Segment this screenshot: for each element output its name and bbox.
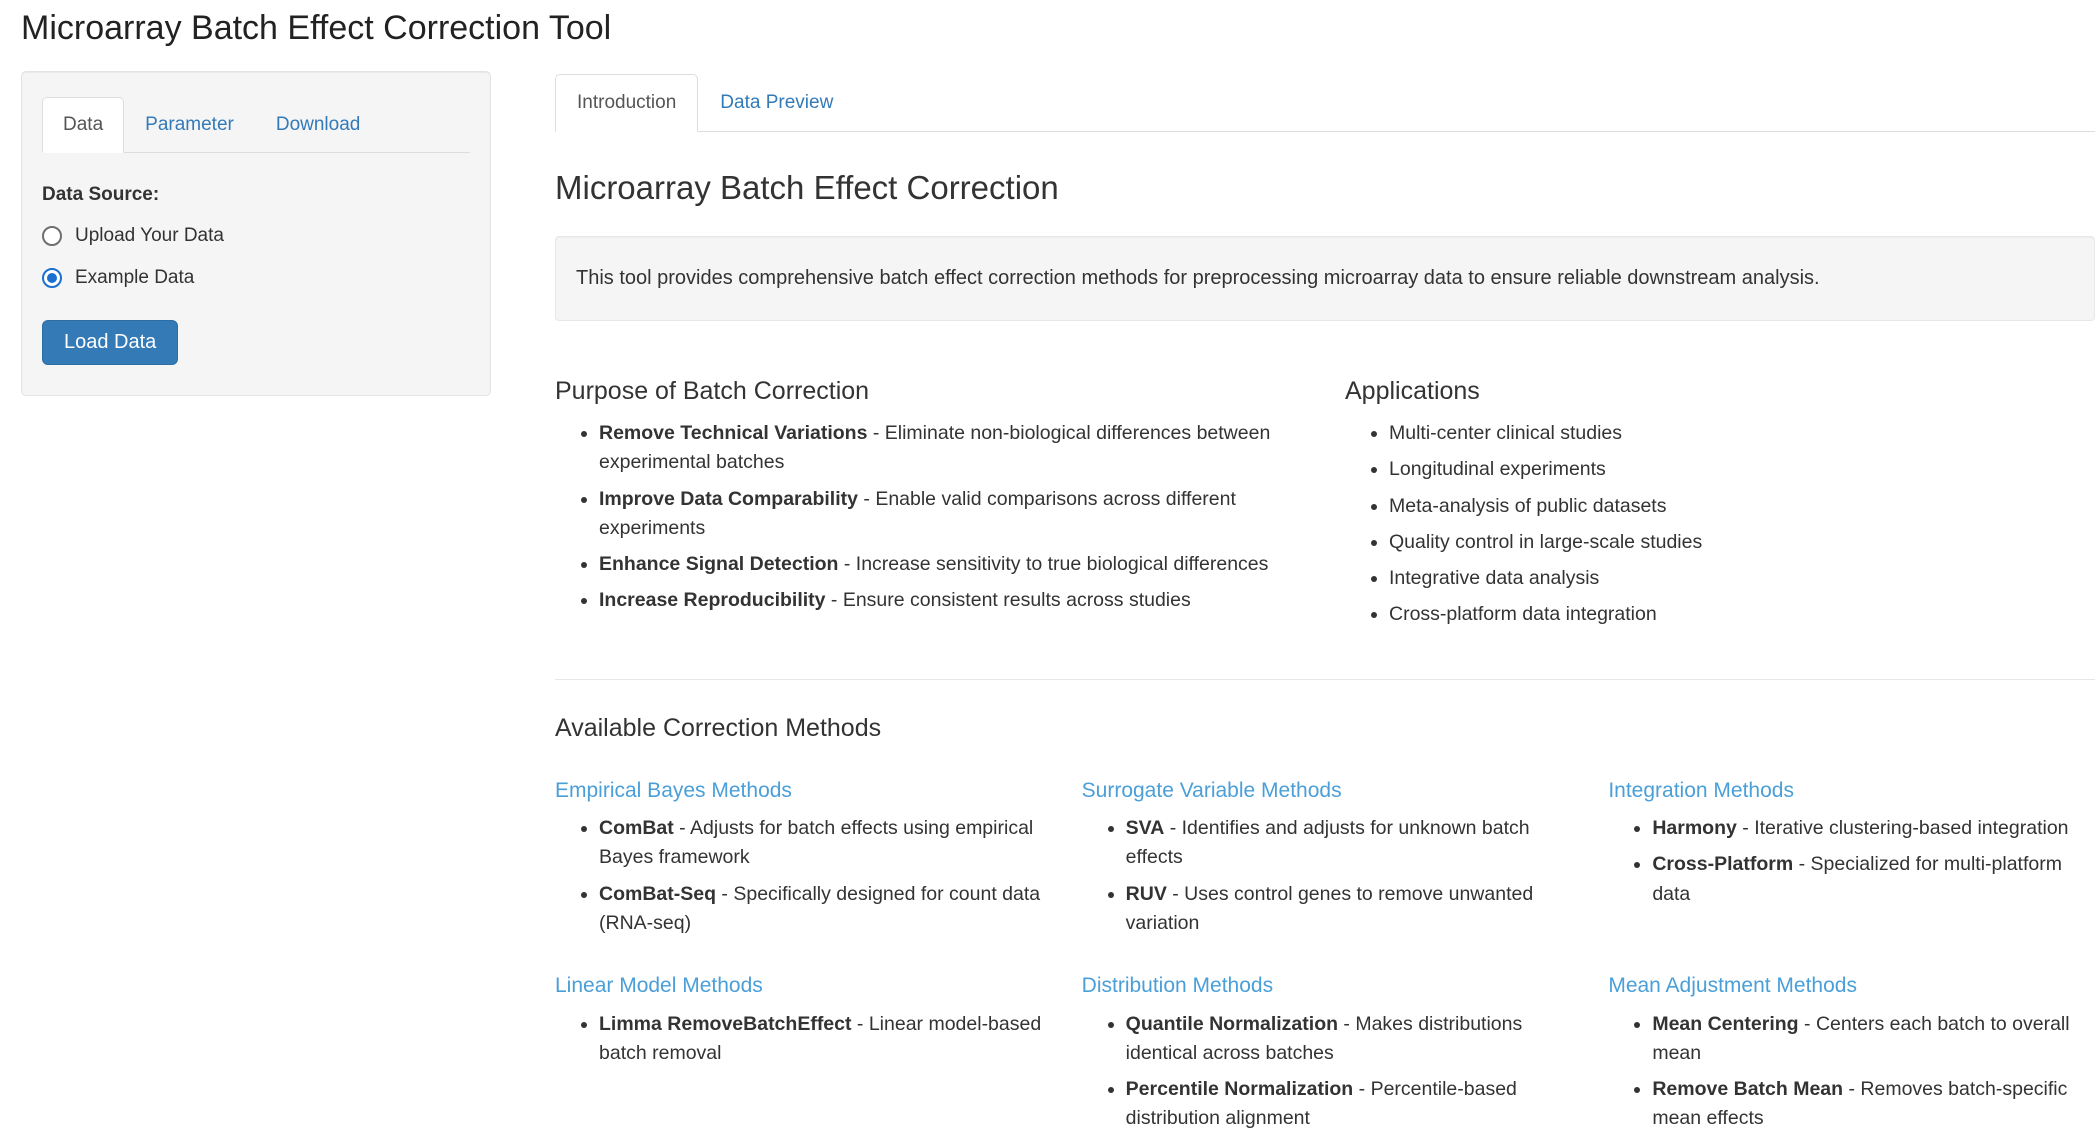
method-desc: - Removes batch-specific mean effects bbox=[1652, 1078, 2068, 1130]
purpose-desc: - Increase sensitivity to true biological differences bbox=[838, 553, 1269, 576]
method-term: ComBat bbox=[599, 817, 674, 840]
purpose-item bbox=[599, 550, 1305, 579]
method-term: Cross-Platform bbox=[1652, 853, 1794, 876]
page-title: Microarray Batch Effect Correction Tool bbox=[21, 9, 612, 47]
method-desc: - Percentile-based distribution alignment bbox=[1125, 1078, 1517, 1130]
radio-option-upload-your-data[interactable] bbox=[42, 222, 470, 250]
method-desc: - Iterative clustering-based integration bbox=[1736, 817, 2069, 840]
tab-parameter bbox=[124, 97, 255, 153]
section-divider bbox=[555, 679, 2095, 680]
applications-column bbox=[1345, 365, 2095, 637]
method-group-surrogate-variable-methods bbox=[1082, 764, 1569, 945]
application-item: • Cross-platform data integration bbox=[1389, 600, 2095, 629]
tab-data bbox=[42, 97, 124, 153]
tab-link-download[interactable]: Download bbox=[275, 114, 361, 136]
method-item bbox=[599, 880, 1042, 939]
tab-link-data-preview[interactable]: Data Preview bbox=[720, 92, 834, 114]
method-desc: - Identifies and adjusts for unknown batch effects bbox=[1125, 817, 1530, 869]
application-item: • Quality control in large-scale studies bbox=[1389, 528, 2095, 557]
method-term: Mean Centering bbox=[1652, 1012, 1799, 1035]
applications-list bbox=[1345, 419, 2095, 630]
method-item bbox=[1652, 1075, 2095, 1134]
purpose-term: Improve Data Comparability bbox=[599, 487, 858, 510]
method-item bbox=[1652, 1010, 2095, 1069]
method-group-empirical-bayes-methods bbox=[555, 764, 1042, 945]
purpose-desc: - Enable valid comparisons across different experiments bbox=[599, 487, 1236, 539]
method-item bbox=[1126, 1010, 1569, 1069]
method-term: ComBat-Seq bbox=[599, 882, 717, 905]
method-desc: - Uses control genes to remove unwanted variation bbox=[1125, 882, 1534, 934]
main-tabs bbox=[555, 74, 2095, 132]
application-item: • Longitudinal experiments bbox=[1389, 455, 2095, 484]
intro-info-box bbox=[555, 236, 2095, 321]
method-group-title: Surrogate Variable Methods bbox=[1081, 778, 1342, 802]
purpose-item bbox=[599, 485, 1305, 544]
method-item bbox=[1126, 814, 1569, 873]
method-group-title: Mean Adjustment Methods bbox=[1608, 974, 1857, 998]
method-term: Quantile Normalization bbox=[1125, 1012, 1339, 1035]
method-desc: - Linear model-based batch removal bbox=[599, 1012, 1042, 1064]
method-group-title: Empirical Bayes Methods bbox=[555, 778, 792, 802]
method-desc: - Specifically designed for count data (RNA-seq) bbox=[599, 882, 1041, 934]
method-item bbox=[1126, 880, 1569, 939]
method-group-mean-adjustment-methods bbox=[1608, 959, 2095, 1140]
method-item bbox=[1126, 1075, 1569, 1134]
method-list bbox=[1082, 814, 1569, 938]
sidebar-panel bbox=[21, 71, 491, 395]
tab-introduction bbox=[555, 74, 698, 132]
data-source-radio-group bbox=[42, 222, 470, 291]
layout bbox=[0, 67, 2095, 1140]
method-list bbox=[1608, 814, 2095, 909]
applications-heading: Applications bbox=[1345, 376, 1480, 405]
methods-heading: Available Correction Methods bbox=[555, 713, 882, 742]
method-desc: - Specialized for multi-platform data bbox=[1652, 853, 2062, 905]
method-group-distribution-methods bbox=[1082, 959, 1569, 1140]
method-group-integration-methods bbox=[1608, 764, 2095, 945]
method-list bbox=[1082, 1010, 1569, 1134]
method-group-linear-model-methods bbox=[555, 959, 1042, 1140]
purpose-term: Increase Reproducibility bbox=[599, 589, 826, 612]
method-term: SVA bbox=[1125, 817, 1165, 840]
method-item bbox=[599, 1010, 1042, 1069]
purpose-applications-row bbox=[555, 365, 2095, 637]
method-group-title: Integration Methods bbox=[1608, 778, 1794, 802]
sidebar-body bbox=[42, 153, 470, 365]
method-group-title: Linear Model Methods bbox=[555, 974, 763, 998]
main-panel bbox=[555, 74, 2095, 1140]
introduction-tab-content bbox=[555, 132, 2095, 1141]
intro-heading: Microarray Batch Effect Correction bbox=[555, 168, 1059, 206]
method-term: Harmony bbox=[1652, 817, 1737, 840]
purpose-heading: Purpose of Batch Correction bbox=[555, 376, 870, 405]
purpose-item bbox=[599, 586, 1305, 615]
load-data-button[interactable]: Load Data bbox=[42, 320, 178, 365]
application-item: • Integrative data analysis bbox=[1389, 564, 2095, 593]
purpose-term: Remove Technical Variations bbox=[599, 422, 868, 445]
radio-input-example-data[interactable] bbox=[42, 268, 62, 288]
purpose-item bbox=[599, 419, 1305, 478]
tab-link-introduction[interactable]: Introduction bbox=[555, 74, 698, 132]
data-source-label: Data Source: bbox=[42, 183, 160, 205]
method-term: Limma RemoveBatchEffect bbox=[599, 1012, 852, 1035]
method-list bbox=[555, 814, 1042, 938]
method-desc: - Adjusts for batch effects using empirical Bayes framework bbox=[599, 817, 1034, 869]
method-desc: - Makes distributions identical across batches bbox=[1125, 1012, 1523, 1064]
method-desc: - Centers each batch to overall mean bbox=[1652, 1012, 2070, 1064]
method-item bbox=[1652, 850, 2095, 909]
purpose-list bbox=[555, 419, 1305, 616]
sidebar-tabs bbox=[42, 97, 470, 153]
radio-label: Example Data bbox=[75, 267, 195, 289]
radio-option-example-data[interactable] bbox=[42, 264, 470, 292]
methods-grid bbox=[555, 764, 2095, 1141]
radio-label: Upload Your Data bbox=[75, 225, 224, 247]
method-item bbox=[1652, 814, 2095, 843]
method-list bbox=[1608, 1010, 2095, 1134]
method-term: Remove Batch Mean bbox=[1652, 1078, 1844, 1101]
purpose-column bbox=[555, 365, 1305, 637]
method-group-title: Distribution Methods bbox=[1081, 974, 1274, 998]
tab-download bbox=[255, 97, 382, 153]
tab-data-preview bbox=[698, 74, 855, 132]
application-item: • Meta-analysis of public datasets bbox=[1389, 492, 2095, 521]
method-item bbox=[599, 814, 1042, 873]
application-item: • Multi-center clinical studies bbox=[1389, 419, 2095, 448]
tab-link-parameter[interactable]: Parameter bbox=[145, 114, 234, 136]
purpose-term: Enhance Signal Detection bbox=[599, 553, 839, 576]
tab-link-data[interactable]: Data bbox=[42, 97, 124, 153]
intro-info-text: This tool provides comprehensive batch effect correction methods for preprocessing microarray data to ensure reliable downstream analysis. bbox=[576, 266, 1820, 289]
method-list bbox=[555, 1010, 1042, 1069]
method-term: Percentile Normalization bbox=[1125, 1078, 1354, 1101]
purpose-desc: - Eliminate non-biological differences between experimental batches bbox=[599, 422, 1271, 474]
radio-input-upload-your-data[interactable] bbox=[42, 226, 62, 246]
method-term: RUV bbox=[1125, 882, 1167, 905]
purpose-desc: - Ensure consistent results across studies bbox=[825, 589, 1191, 612]
